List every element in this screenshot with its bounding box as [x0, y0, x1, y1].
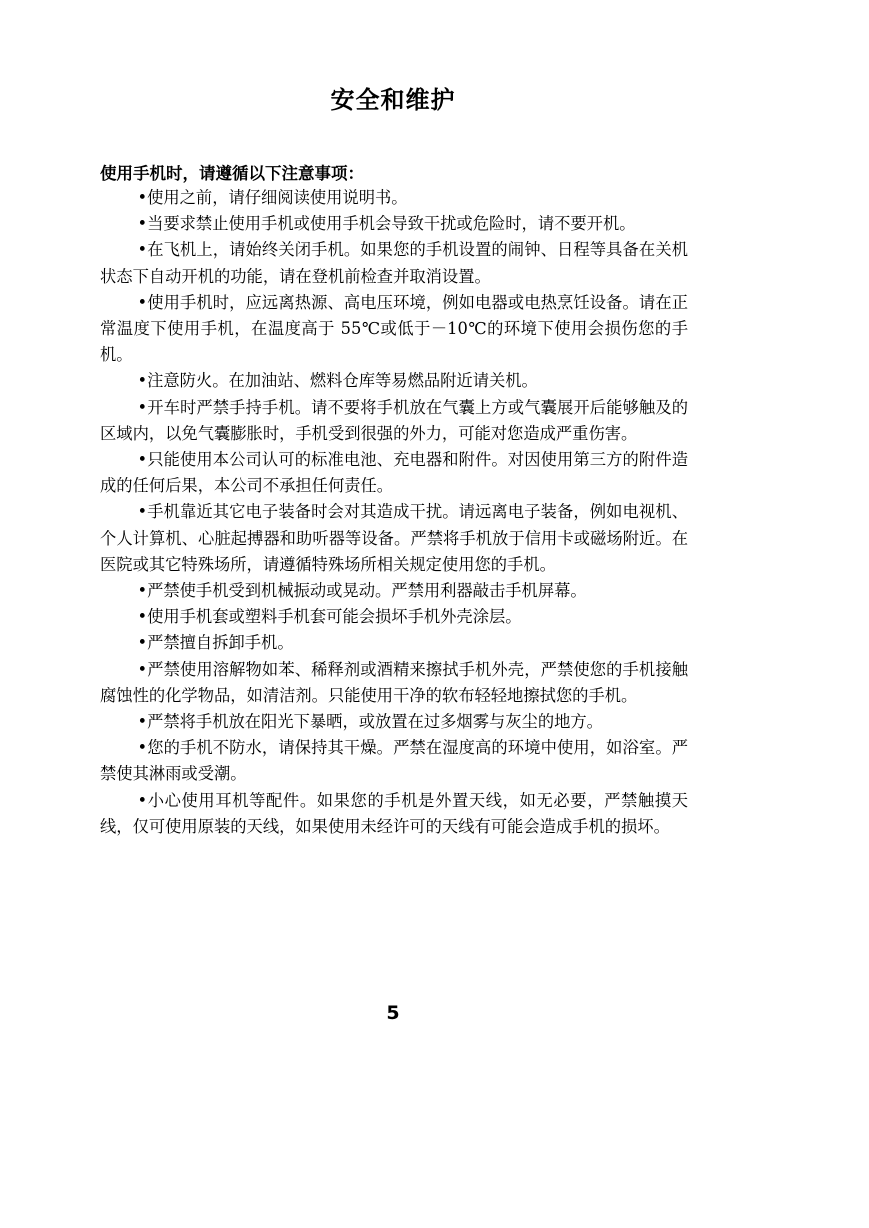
safety-item: •严禁使手机受到机械振动或晃动。严禁用利器敲击手机屏幕。 — [137, 581, 587, 601]
safety-item: •严禁将手机放在阳光下暴晒，或放置在过多烟雾与灰尘的地方。 — [137, 712, 603, 732]
safety-item: •在飞机上，请始终关闭手机。如果您的手机设置的闹钟、日程等具备在关机状态下自动开机的功能，请在登机前检查并取消设置。 — [100, 240, 688, 286]
safety-item: •严禁擅自拆卸手机。 — [137, 633, 294, 653]
safety-item: •使用手机套或塑料手机套可能会损坏手机外壳涂层。 — [137, 607, 522, 627]
safety-item: •严禁使用溶解物如苯、稀释剂或酒精来擦拭手机外壳，严禁使您的手机接触腐蚀性的化学物品，如清洁剂。只能使用干净的软布轻轻地擦拭您的手机。 — [100, 659, 688, 705]
page-title: 安全和维护 — [330, 86, 456, 114]
safety-item: •只能使用本公司认可的标准电池、充电器和附件。对因使用第三方的附件造成的任何后果，本公司不承担任何责任。 — [100, 450, 688, 496]
safety-item: •小心使用耳机等配件。如果您的手机是外置天线，如无必要，严禁触摸天线，仅可使用原装的天线，如果使用未经许可的天线有可能会造成手机的损坏。 — [100, 790, 688, 836]
page-number: 5 — [386, 1002, 400, 1024]
safety-item: •手机靠近其它电子装备时会对其造成干扰。请远离电子装备，例如电视机、个人计算机、心脏起搏器和助听器等设备。严禁将手机放于信用卡或磁场附近。在医院或其它特殊场所，请遵循特殊场所相关规定使用您的手机。 — [100, 502, 688, 574]
safety-item: •注意防火。在加油站、燃料仓库等易燃品附近请关机。 — [137, 371, 538, 391]
safety-item: •使用手机时，应远离热源、高电压环境，例如电器或电热烹饪设备。请在正常温度下使用手机，在温度高于 55℃或低于－10℃的环境下使用会损伤您的手机。 — [100, 292, 688, 365]
safety-item: •当要求禁止使用手机或使用手机会导致干扰或危险时，请不要开机。 — [137, 214, 636, 234]
safety-item: •您的手机不防水，请保持其干燥。严禁在湿度高的环境中使用，如浴室。严禁使其淋雨或受潮。 — [100, 738, 688, 784]
safety-item: •使用之前，请仔细阅读使用说明书。 — [137, 188, 408, 207]
safety-list — [100, 185, 688, 840]
intro-heading: 使用手机时，请遵循以下注意事项： — [100, 164, 364, 183]
safety-item: •开车时严禁手持手机。请不要将手机放在气囊上方或气囊展开后能够触及的区域内，以免气囊膨胀时，手机受到很强的外力，可能对您造成严重伤害。 — [100, 397, 688, 443]
